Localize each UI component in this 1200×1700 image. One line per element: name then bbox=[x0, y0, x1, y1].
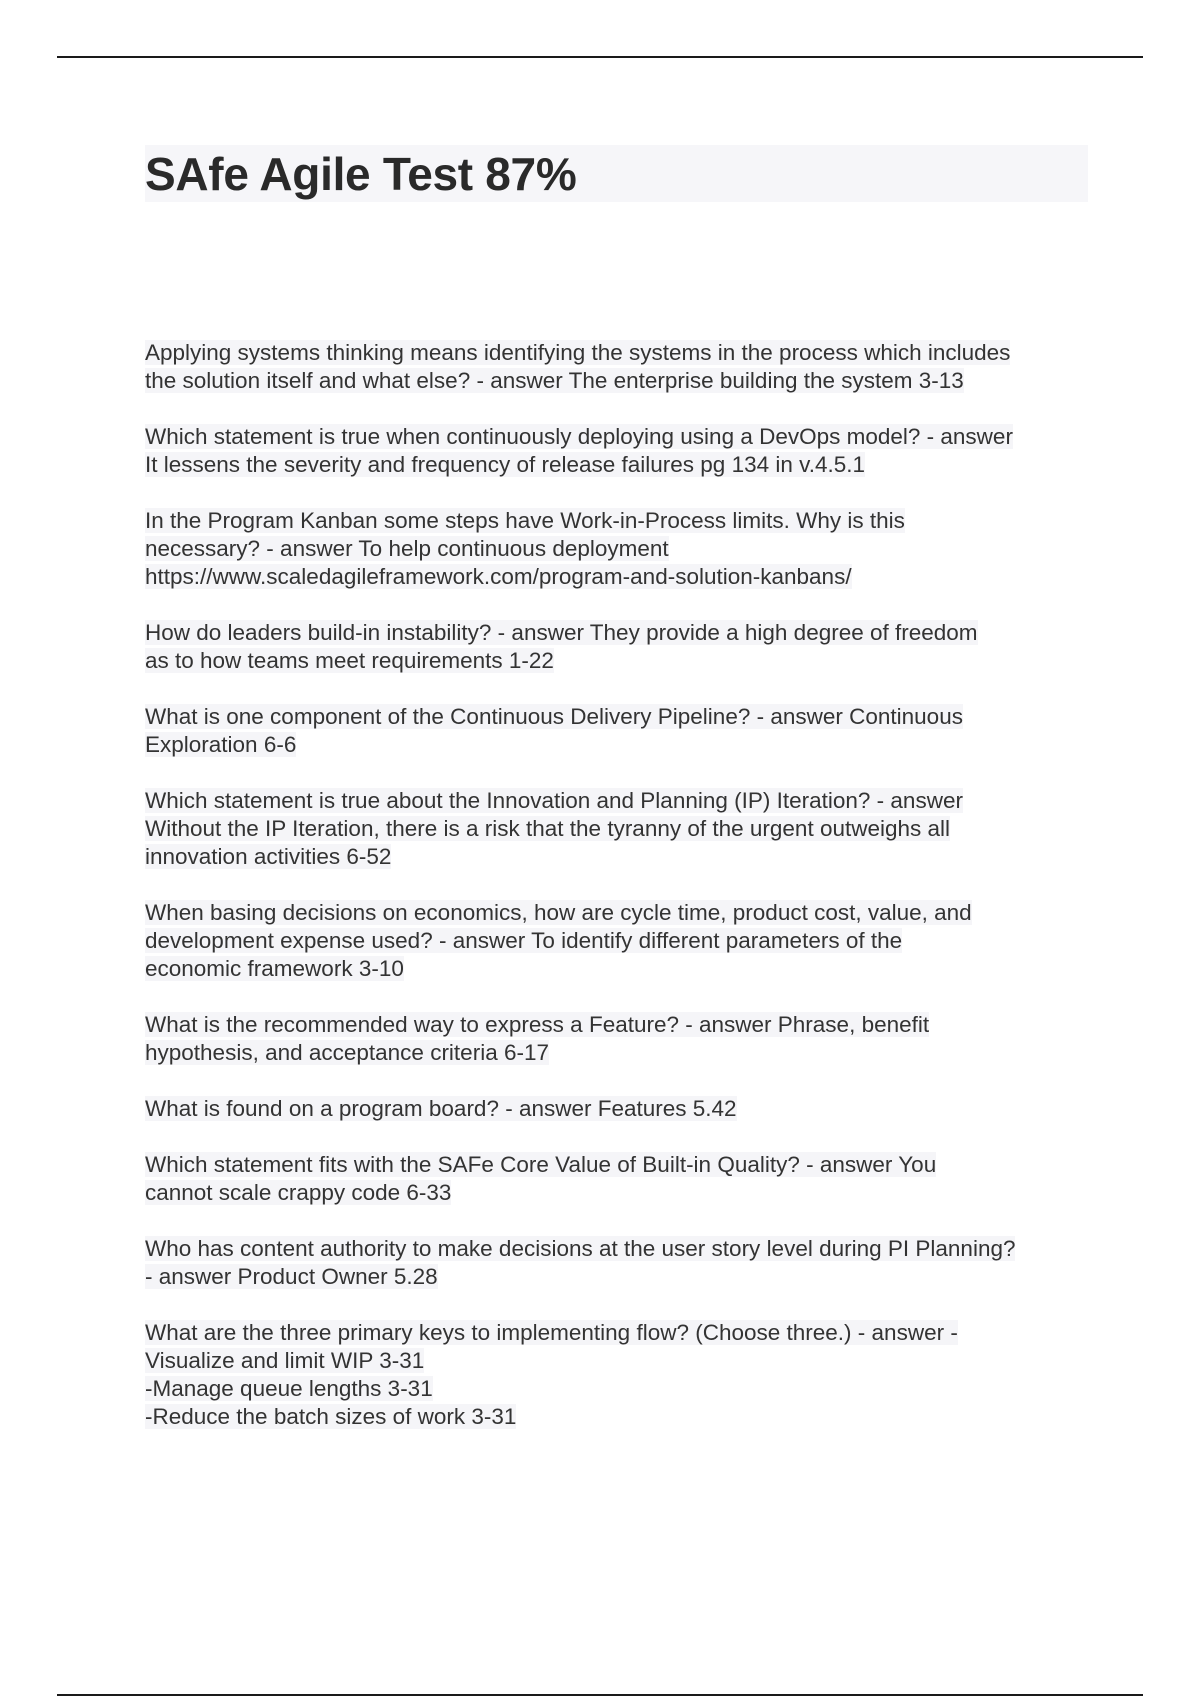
qa-item bbox=[145, 1095, 1095, 1123]
qa-item bbox=[145, 1319, 1095, 1431]
qa-text: What are the three primary keys to implementing flow? (Choose three.) - answer - Visualize and limit WIP 3-31 -Manage queue lengths 3-31 -Reduce the batch sizes of work 3-31 bbox=[145, 1320, 958, 1429]
qa-text: In the Program Kanban some steps have Work-in-Process limits. Why is this necessary? - answer To help continuous deployment https://www.scaledagileframework.com/program-and-solution-kanbans/ bbox=[145, 508, 905, 589]
qa-text: When basing decisions on economics, how are cycle time, product cost, value, and development expense used? - answer To identify different parameters of the economic framework 3-10 bbox=[145, 900, 972, 981]
qa-item bbox=[145, 787, 1095, 871]
qa-list bbox=[145, 339, 1095, 1459]
qa-item bbox=[145, 703, 1095, 759]
document-title: SAfe Agile Test 87% bbox=[145, 148, 577, 200]
qa-item bbox=[145, 1151, 1095, 1207]
qa-text: Which statement fits with the SAFe Core Value of Built-in Quality? - answer You cannot scale crappy code 6-33 bbox=[145, 1152, 937, 1205]
qa-item bbox=[145, 339, 1095, 395]
qa-text: Applying systems thinking means identifying the systems in the process which includes the solution itself and what else? - answer The enterprise building the system 3-13 bbox=[145, 340, 1011, 393]
top-rule bbox=[57, 56, 1143, 58]
qa-item bbox=[145, 1235, 1095, 1291]
qa-text: Which statement is true when continuously deploying using a DevOps model? - answer It lessens the severity and frequency of release failures pg 134 in v.4.5.1 bbox=[145, 424, 1013, 477]
qa-item bbox=[145, 423, 1095, 479]
qa-item bbox=[145, 507, 1095, 591]
bottom-rule bbox=[57, 1694, 1143, 1696]
qa-text: What is the recommended way to express a Feature? - answer Phrase, benefit hypothesis, and acceptance criteria 6-17 bbox=[145, 1012, 930, 1065]
qa-text: How do leaders build-in instability? - answer They provide a high degree of freedom as to how teams meet requirements 1-22 bbox=[145, 620, 978, 673]
qa-text: What is found on a program board? - answer Features 5.42 bbox=[145, 1096, 737, 1121]
qa-text: Who has content authority to make decisions at the user story level during PI Planning? - answer Product Owner 5.28 bbox=[145, 1236, 1016, 1289]
qa-item bbox=[145, 619, 1095, 675]
qa-item bbox=[145, 899, 1095, 983]
qa-item bbox=[145, 1011, 1095, 1067]
qa-text: Which statement is true about the Innovation and Planning (IP) Iteration? - answer Without the IP Iteration, there is a risk that the tyranny of the urgent outweighs all innovation activities 6-52 bbox=[145, 788, 963, 869]
qa-text: What is one component of the Continuous Delivery Pipeline? - answer Continuous Exploration 6-6 bbox=[145, 704, 963, 757]
